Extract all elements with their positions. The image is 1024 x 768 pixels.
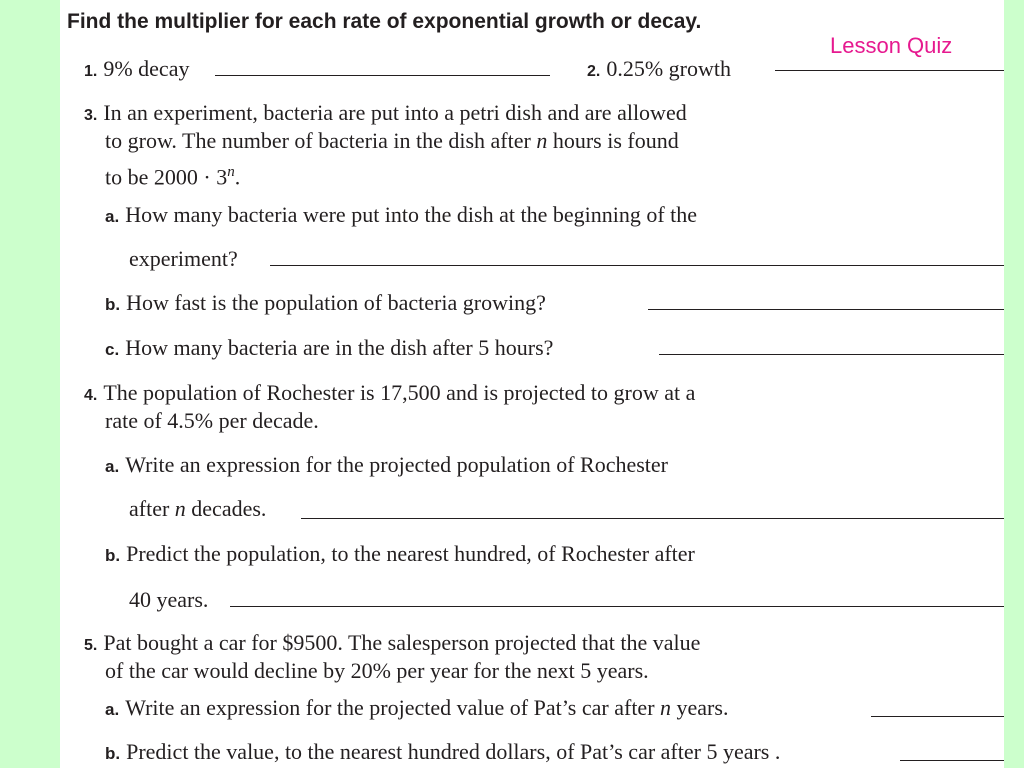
problem-5a xyxy=(105,694,728,724)
problem-text: of the car would decline by 20% per year for the next 5 years. xyxy=(105,658,649,683)
problem-3-line-1 xyxy=(84,99,687,130)
problem-5b xyxy=(105,738,780,768)
sub-label: b. xyxy=(105,546,121,565)
problem-text: How many bacteria are in the dish after 5 hours? xyxy=(125,335,554,360)
answer-blank-5a[interactable] xyxy=(871,716,1004,717)
sub-label: a. xyxy=(105,457,120,476)
problem-3a-line-1 xyxy=(105,201,697,231)
problem-4-line-2 xyxy=(105,407,319,435)
sub-label: c. xyxy=(105,340,120,359)
answer-blank-3b[interactable] xyxy=(648,309,1004,310)
problem-3-line-2 xyxy=(105,127,679,155)
answer-blank-4b[interactable] xyxy=(230,606,1004,607)
problem-text: experiment? xyxy=(129,246,238,271)
problem-text: to grow. The number of bacteria in the dish after xyxy=(105,128,537,153)
problem-number: 1. xyxy=(84,63,98,80)
problem-4b-line-2 xyxy=(129,586,208,614)
problem-2 xyxy=(587,55,731,86)
problem-text: The population of Rochester is 17,500 and is projected to grow at a xyxy=(103,380,696,405)
problem-number: 2. xyxy=(587,63,601,80)
problem-text: years. xyxy=(671,695,729,720)
problem-text: decades. xyxy=(185,496,267,521)
problem-text: . xyxy=(234,164,241,190)
answer-blank-3c[interactable] xyxy=(659,354,1004,355)
problem-4a-line-2 xyxy=(129,495,266,523)
problem-4-line-1 xyxy=(84,379,695,410)
variable-n: n xyxy=(174,496,186,521)
problem-text: after xyxy=(129,496,175,521)
problem-number: 3. xyxy=(84,107,98,124)
problem-text: In an experiment, bacteria are put into a petri dish and are allowed xyxy=(103,100,687,125)
problem-text: hours is found xyxy=(547,128,679,153)
problem-3b xyxy=(105,289,546,319)
variable-n: n xyxy=(536,128,548,153)
variable-n: n xyxy=(660,695,672,720)
problem-text: to be 2000 · 3 xyxy=(105,164,228,190)
problem-text: Predict the value, to the nearest hundred dollars, of Pat’s car after 5 years . xyxy=(126,739,781,764)
problem-3a-line-2 xyxy=(129,245,238,273)
exponent-n: n xyxy=(227,164,235,180)
problem-text: 0.25% growth xyxy=(606,56,731,81)
problem-number: 4. xyxy=(84,387,98,404)
problem-1 xyxy=(84,55,189,86)
answer-blank-4a[interactable] xyxy=(301,518,1004,519)
problem-text: 40 years. xyxy=(129,587,209,612)
problem-text: Write an expression for the projected population of Rochester xyxy=(125,452,669,477)
problem-text: How many bacteria were put into the dish at the beginning of the xyxy=(125,202,698,227)
problem-text: Pat bought a car for $9500. The salesperson projected that the value xyxy=(103,630,701,655)
problem-3-line-3 xyxy=(105,156,240,191)
problem-4b-line-1 xyxy=(105,540,695,570)
answer-blank-5b[interactable] xyxy=(900,760,1004,761)
problem-text: 9% decay xyxy=(103,56,190,81)
problem-text: How fast is the population of bacteria growing? xyxy=(126,290,546,315)
sub-label: a. xyxy=(105,207,120,226)
sub-label: b. xyxy=(105,744,121,763)
problem-5-line-2 xyxy=(105,657,649,685)
problem-number: 5. xyxy=(84,637,98,654)
problem-4a-line-1 xyxy=(105,451,668,481)
page-title: Find the multiplier for each rate of exponential growth or decay. xyxy=(67,10,702,33)
sub-label: a. xyxy=(105,700,120,719)
problem-text: Predict the population, to the nearest hundred, of Rochester after xyxy=(126,541,695,566)
answer-blank-3a[interactable] xyxy=(270,265,1004,266)
lesson-quiz-badge: Lesson Quiz xyxy=(830,33,953,58)
answer-blank-1[interactable] xyxy=(215,75,550,76)
problem-3c xyxy=(105,334,553,364)
problem-5-line-1 xyxy=(84,629,700,660)
answer-blank-2[interactable] xyxy=(775,70,1004,71)
worksheet xyxy=(60,0,1004,768)
sub-label: b. xyxy=(105,295,121,314)
problem-text: Write an expression for the projected value of Pat’s car after xyxy=(125,695,661,720)
problem-text: rate of 4.5% per decade. xyxy=(105,408,319,433)
